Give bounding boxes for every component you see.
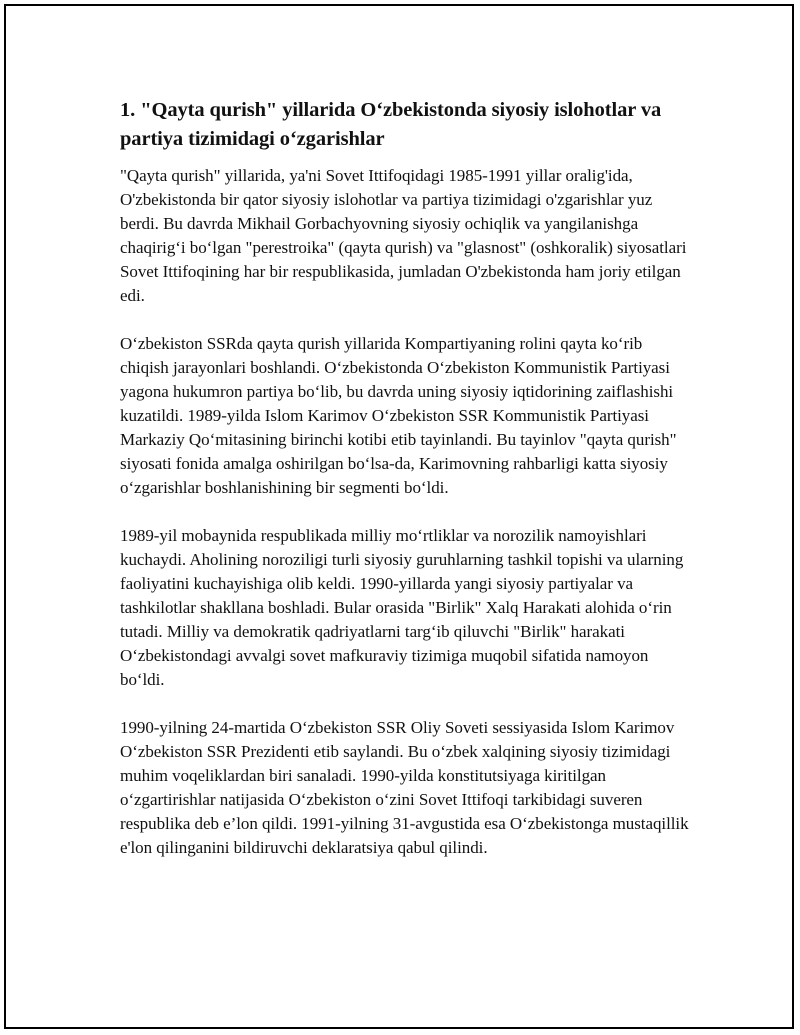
document-body [120,96,692,884]
section-heading: 1. "Qayta qurish" yillarida O‘zbekistonda siyosiy islohotlar va partiya tizimidagi o‘zgarishlar [120,99,662,150]
paragraph-4: 1990-yilning 24-martida O‘zbekiston SSR Oliy Soveti sessiyasida Islom Karimov O‘zbekiston SSR Prezidenti etib saylandi. Bu o‘zbek xalqining siyosiy tizimidagi muhim voqeliklardan biri sanaladi. 1990-yilda konstitutsiyaga kiritilgan o‘zgartirishlar natijasida O‘zbekiston o‘zini Sovet Ittifoqi tarkibidagi suveren respublika deb e’lon qildi. 1991-yilning 31-avgustida esa O‘zbekistonga mustaqillik e'lon qilinganini bildiruvchi deklaratsiya qabul qilindi. [120,718,689,857]
paragraph-2: O‘zbekiston SSRda qayta qurish yillarida Kompartiyaning rolini qayta ko‘rib chiqish jarayonlari boshlandi. O‘zbekistonda O‘zbekiston Kommunistik Partiyasi yagona hukumron partiya bo‘lib, bu davrda uning siyosiy iqtidorining zaiflashishi kuzatildi. 1989-yilda Islom Karimov O‘zbekiston SSR Kommunistik Partiyasi Markaziy Qo‘mitasining birinchi kotibi etib tayinlandi. Bu tayinlov "qayta qurish" siyosati fonida amalga oshirilgan bo‘lsa-da, Karimovning rahbarligi katta siyosiy o‘zgarishlar boshlanishining bir segmenti bo‘ldi. [120,334,677,497]
page-frame [4,4,794,1029]
paragraph-3: 1989-yil mobaynida respublikada milliy mo‘rtliklar va norozilik namoyishlari kuchaydi. Aholining noroziligi turli siyosiy guruhlarning tashkil topishi va ularning faoliyatini kuchayishiga olib keldi. 1990-yillarda yangi siyosiy partiyalar va tashkilotlar shakllana boshladi. Bular orasida "Birlik" Xalq Harakati alohida o‘rin tutadi. Milliy va demokratik qadriyatlarni targ‘ib qiluvchi "Birlik" harakati O‘zbekistondagi avvalgi sovet mafkuraviy tizimiga muqobil sifatida namoyon bo‘ldi. [120,526,684,689]
paragraph-1: "Qayta qurish" yillarida, ya'ni Sovet Ittifoqidagi 1985-1991 yillar oralig'ida, O'zbekistonda bir qator siyosiy islohotlar va partiya tizimidagi o'zgarishlar yuz berdi. Bu davrda Mikhail Gorbachyovning siyosiy ochiqlik va yangilanishga chaqirig‘i bo‘lgan "perestroika" (qayta qurish) va "glasnost" (oshkoralik) siyosatlari Sovet Ittifoqining har bir respublikasida, jumladan O'zbekistonda ham joriy etilgan edi. [120,166,687,305]
